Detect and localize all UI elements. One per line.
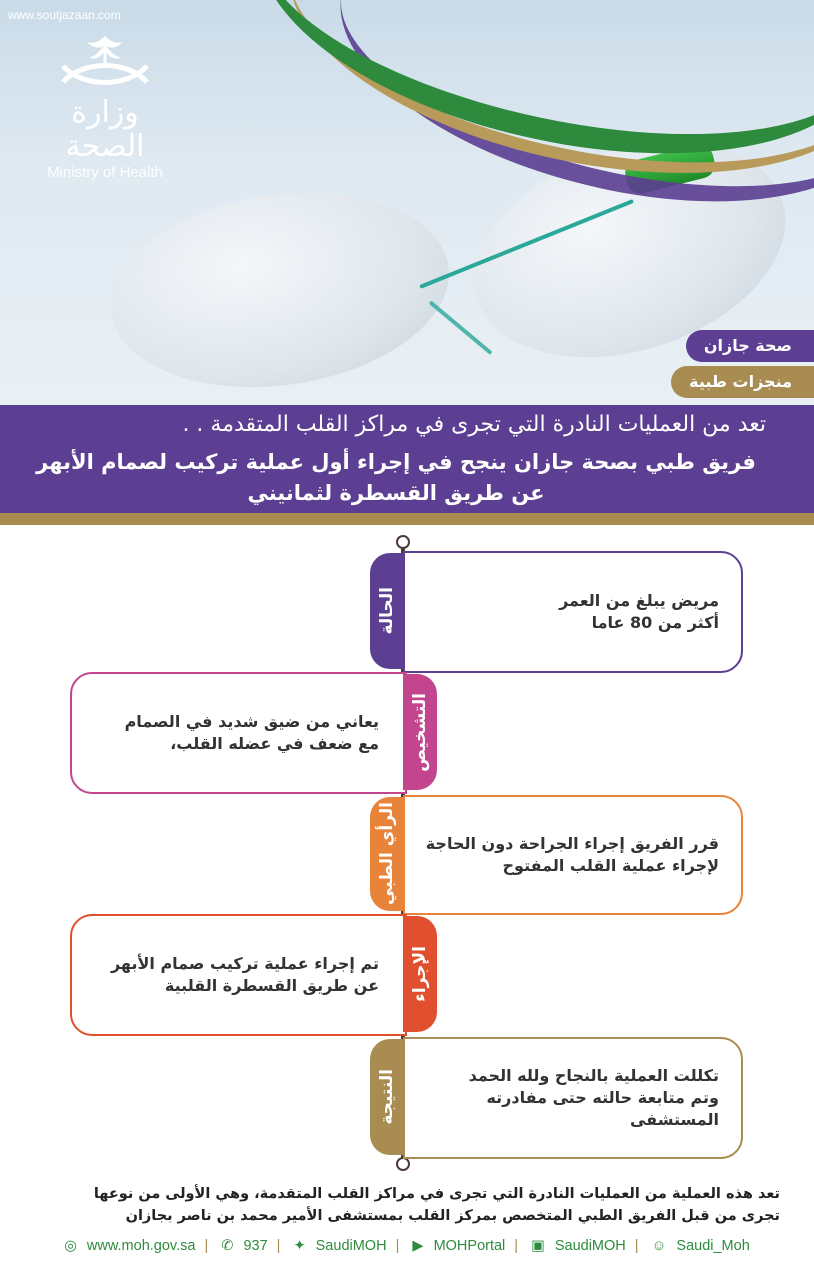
result-line-2: وتم متابعة حالته حتى مفادرته: [486, 1088, 719, 1107]
diagnosis-line-2: مع ضعف في عضله القلب،: [170, 734, 379, 753]
youtube-icon: ▶: [412, 1238, 424, 1254]
contact-instagram[interactable]: ▣ SaudiMOH: [531, 1238, 626, 1254]
case-line-2: أكثر من 80 عاما: [591, 613, 719, 632]
globe-icon: ◎: [64, 1238, 77, 1254]
headline-line-2: عن طريق القسطرة لثمانيني: [247, 481, 545, 505]
contact-twitter[interactable]: ✦ SaudiMOH: [293, 1238, 387, 1254]
footer-note: [20, 1183, 780, 1227]
footer-note-line-2: تجرى من قبل الفريق الطبي المتخصص بمركز القلب بمستشفى الأمير محمد بن ناصر بجازان: [125, 1208, 780, 1224]
timeline-label-diagnosis: التشخيص: [403, 674, 437, 790]
snapchat-icon: ☺: [651, 1238, 667, 1254]
timeline-end-dot: [396, 1157, 410, 1171]
moh-logo: [30, 32, 180, 181]
result-line-1: تكللت العملية بالنجاح ولله الحمد: [468, 1066, 719, 1085]
instagram-icon: ▣: [531, 1238, 545, 1254]
timeline-box-result: [403, 1037, 743, 1159]
procedure-line-2: عن طريق القسطرة القلبية: [164, 976, 379, 995]
category-tag: منجزات طبية: [671, 366, 814, 398]
timeline-box-diagnosis: [70, 672, 407, 794]
contact-youtube[interactable]: ▶ MOHPortal: [412, 1238, 506, 1254]
contact-phone[interactable]: ✆ 937: [221, 1238, 268, 1254]
logo-arabic-text: وزارة الصحة: [65, 95, 145, 164]
procedure-line-1: تم إجراء عملية تركيب صمام الأبهر: [110, 954, 379, 973]
diagnosis-line-1: يعاني من ضيق شديد في الصمام: [124, 712, 379, 731]
left-glove: [98, 172, 461, 405]
timeline-label-medical-opinion: الرأي الطبي: [370, 797, 404, 911]
headline-line-1: فريق طبي بصحة جازان ينجح في إجراء أول عملية تركيب لصمام الأبهر: [36, 450, 756, 474]
contact-snapchat[interactable]: ☺ Saudi_Moh: [651, 1238, 750, 1254]
twitter-icon: ✦: [293, 1238, 306, 1254]
region-tag: صحة جازان: [686, 330, 814, 362]
palm-swords-emblem-icon: [55, 32, 155, 94]
opinion-line-1: قرر الفريق إجراء الجراحة دون الحاجة: [425, 834, 719, 853]
headline: [26, 447, 766, 509]
contacts-bar: ◎ www.moh.gov.sa | ✆ 937 | ✦ SaudiMOH | ▶ MOHPortal | ▣ SaudiMOH | ☺ Saudi_Moh: [0, 1238, 814, 1254]
logo-english-text: Ministry of Health: [47, 164, 163, 181]
timeline-label-case: الحالة: [370, 553, 404, 669]
result-line-3: المستشفى: [629, 1110, 719, 1129]
phone-icon: ✆: [221, 1238, 234, 1254]
contact-website[interactable]: ◎ www.moh.gov.sa: [64, 1238, 196, 1254]
timeline-box-medical-opinion: [403, 795, 743, 915]
intro-text: تعد من العمليات النادرة التي تجرى في مراكز القلب المتقدمة . .: [182, 412, 766, 437]
watermark: www.soutjazaan.com: [8, 8, 121, 22]
footer-note-line-1: تعد هذه العملية من العمليات النادرة التي تجرى في مراكز القلب المتقدمة، وهي الأولى من نوعها: [93, 1186, 780, 1202]
timeline-box-case: [403, 551, 743, 673]
timeline-label-procedure: الإجراء: [403, 916, 437, 1032]
timeline-box-procedure: [70, 914, 407, 1036]
opinion-line-2: لإجراء عملية القلب المفتوح: [502, 856, 719, 875]
gold-divider: [0, 513, 814, 525]
timeline-label-result: النتيجة: [370, 1039, 404, 1155]
case-line-1: مريض يبلغ من العمر: [559, 591, 719, 610]
timeline-start-dot: [396, 535, 410, 549]
